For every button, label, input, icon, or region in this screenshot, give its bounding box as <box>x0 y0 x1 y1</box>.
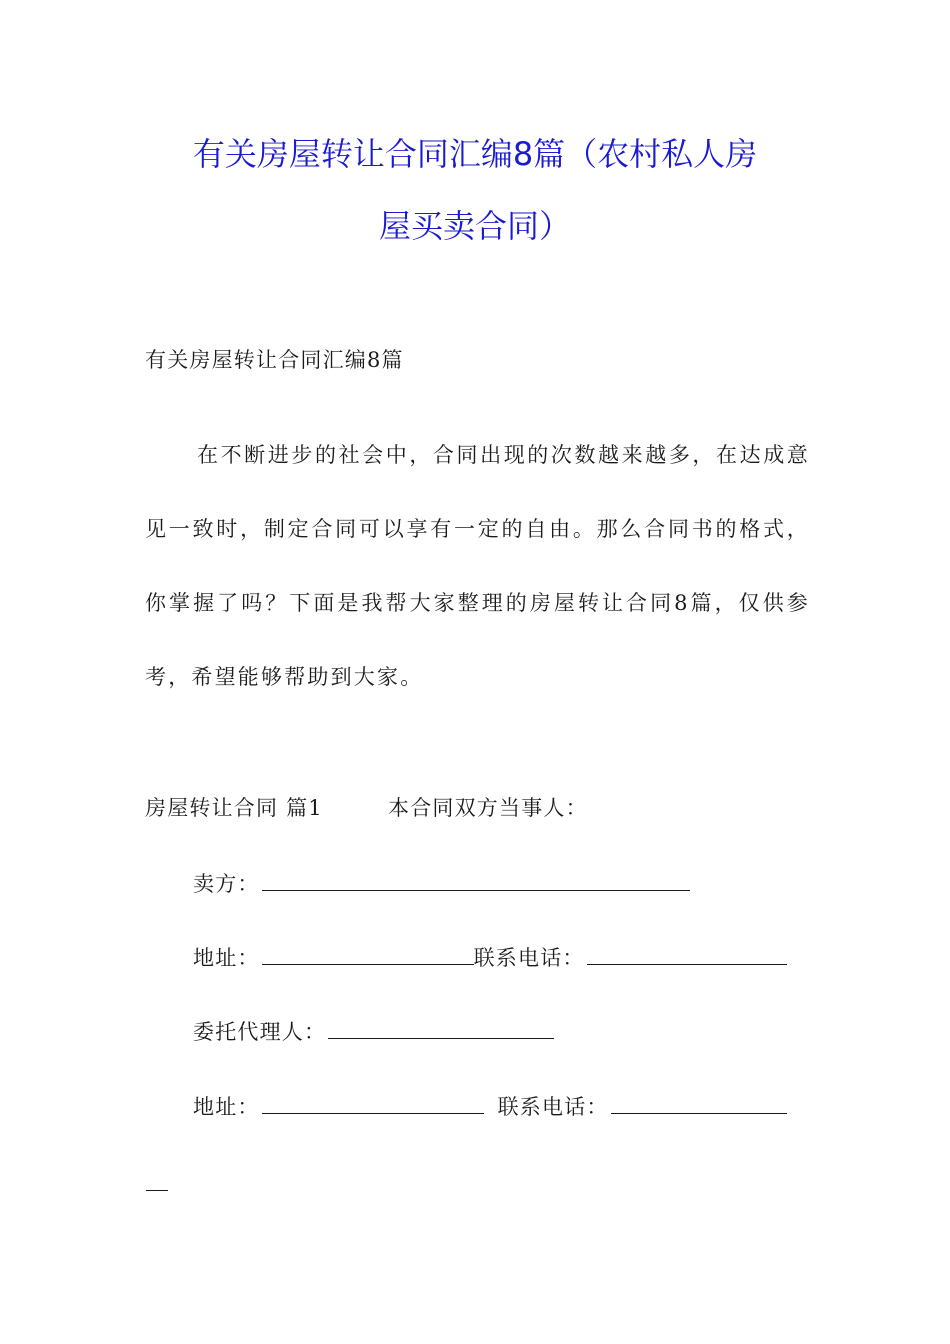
continuation-blank-line <box>146 1190 168 1191</box>
address-label-2: 地址： <box>193 1095 260 1119</box>
phone-blank-line-1 <box>587 942 787 965</box>
section1-heading: 房屋转让合同 篇1 <box>145 796 323 820</box>
section1-parties-text: 本合同双方当事人： <box>388 796 588 820</box>
document-title-line1: 有关房屋转让合同汇编8篇（农村私人房 <box>192 135 758 173</box>
phone-blank-line-2 <box>611 1091 787 1114</box>
intro-paragraph: 在不断进步的社会中，合同出现的次数越来越多，在达成意见一致时，制定合同可以享有一定的自由。那么合同书的格式，你掌握了吗？下面是我帮大家整理的房屋转让合同8篇，仅供参考，希望能够帮助到大家。 <box>145 443 810 689</box>
phone-label-1: 联系电话： <box>473 946 585 970</box>
agent-row <box>193 1016 554 1047</box>
seller-label: 卖方： <box>193 872 260 896</box>
phone-label-2: 联系电话： <box>497 1095 609 1119</box>
address-blank-line-2 <box>262 1091 484 1114</box>
seller-row <box>193 868 690 899</box>
agent-label: 委托代理人： <box>193 1020 327 1044</box>
address-row-2 <box>193 1091 787 1122</box>
document-subtitle: 有关房屋转让合同汇编8篇 <box>145 348 404 372</box>
address-label-1: 地址： <box>193 946 260 970</box>
document-title-line2: 屋买卖合同） <box>378 207 571 245</box>
address-row-1 <box>193 942 787 973</box>
agent-blank-line <box>328 1016 554 1039</box>
address-blank-line-1 <box>262 942 474 965</box>
seller-blank-line <box>262 868 690 891</box>
